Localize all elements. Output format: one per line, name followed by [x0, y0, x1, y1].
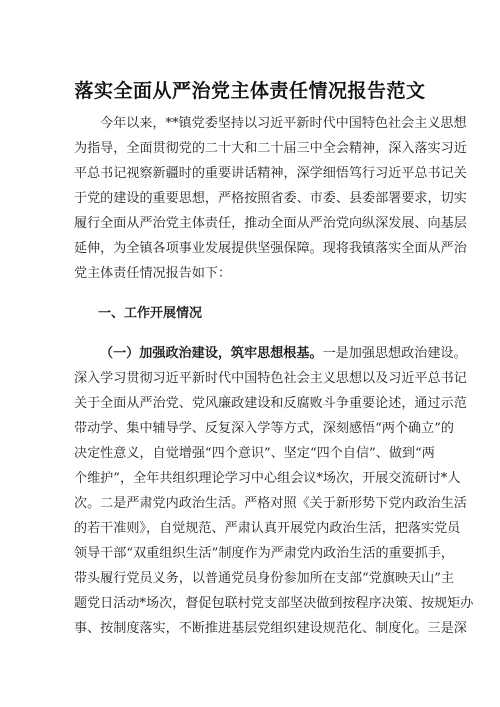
body-line: 事、按制度落实，不断推进基层党组织建设规范化、制度化。三是深 [74, 621, 467, 636]
intro-line: 党主体责任情况报告如下： [74, 266, 232, 281]
intro-line: 平总书记视察新疆时的重要讲话精神，深学细悟笃行习近平总书记关 [74, 166, 467, 181]
intro-line: 为指导，全面贯彻党的二十大和二十届三中全会精神，深入落实习近 [74, 141, 467, 156]
body-line: 带头履行党员义务，以普通党员身份参加所在支部“党旗映天山”主 [74, 571, 455, 586]
intro-line: 今年以来，**镇党委坚持以习近平新时代中国特色社会主义思想 [100, 116, 467, 131]
intro-line: 履行全面从严治党主体责任，推动全面从严治党向纵深发展、向基层 [74, 216, 467, 231]
subsection-first-line-text: 一是加强思想政治建设。 [322, 346, 467, 361]
intro-line: 于党的建设的重要思想，严格按照省委、市委、县委部署要求，切实 [74, 191, 467, 206]
body-line: 次。二是严肃党内政治生活。严格对照《关于新形势下党内政治生活 [74, 496, 467, 511]
body-line: 带动学、集中辅导学、反复深入学等方式，深刻感悟“两个确立”的 [74, 421, 455, 436]
body-line: 个维护”，全年共组织理论学习中心组会议*场次，开展交流研讨*人 [74, 471, 461, 486]
body-line: 的若干准则》，自觉规范、严肃认真开展党内政治生活，把落实党员 [74, 521, 461, 536]
document-title: 落实全面从严治党主体责任情况报告范文 [74, 80, 426, 102]
body-line: 题党日活动*场次，督促包联村党支部坚决做到按程序决策、按规矩办 [74, 596, 474, 611]
subsection-first-line [100, 346, 467, 362]
subsection-heading: （一）加强政治建设，筑牢思想根基。 [100, 346, 323, 361]
body-line: 决定性意义，自觉增强“四个意识”、坚定“四个自信”、做到“两 [74, 446, 435, 461]
body-line: 关于全面从严治党、党风廉政建设和反腐败斗争重要论述，通过示范 [74, 396, 467, 411]
body-line: 深入学习贯彻习近平新时代中国特色社会主义思想以及习近平总书记 [74, 371, 467, 386]
section-heading: 一、工作开展情况 [98, 306, 203, 321]
body-line: 领导干部“双重组织生活”制度作为严肃党内政治生活的重要抓手， [74, 546, 455, 561]
intro-line: 延伸，为全镇各项事业发展提供坚强保障。现将我镇落实全面从严治 [74, 241, 467, 256]
